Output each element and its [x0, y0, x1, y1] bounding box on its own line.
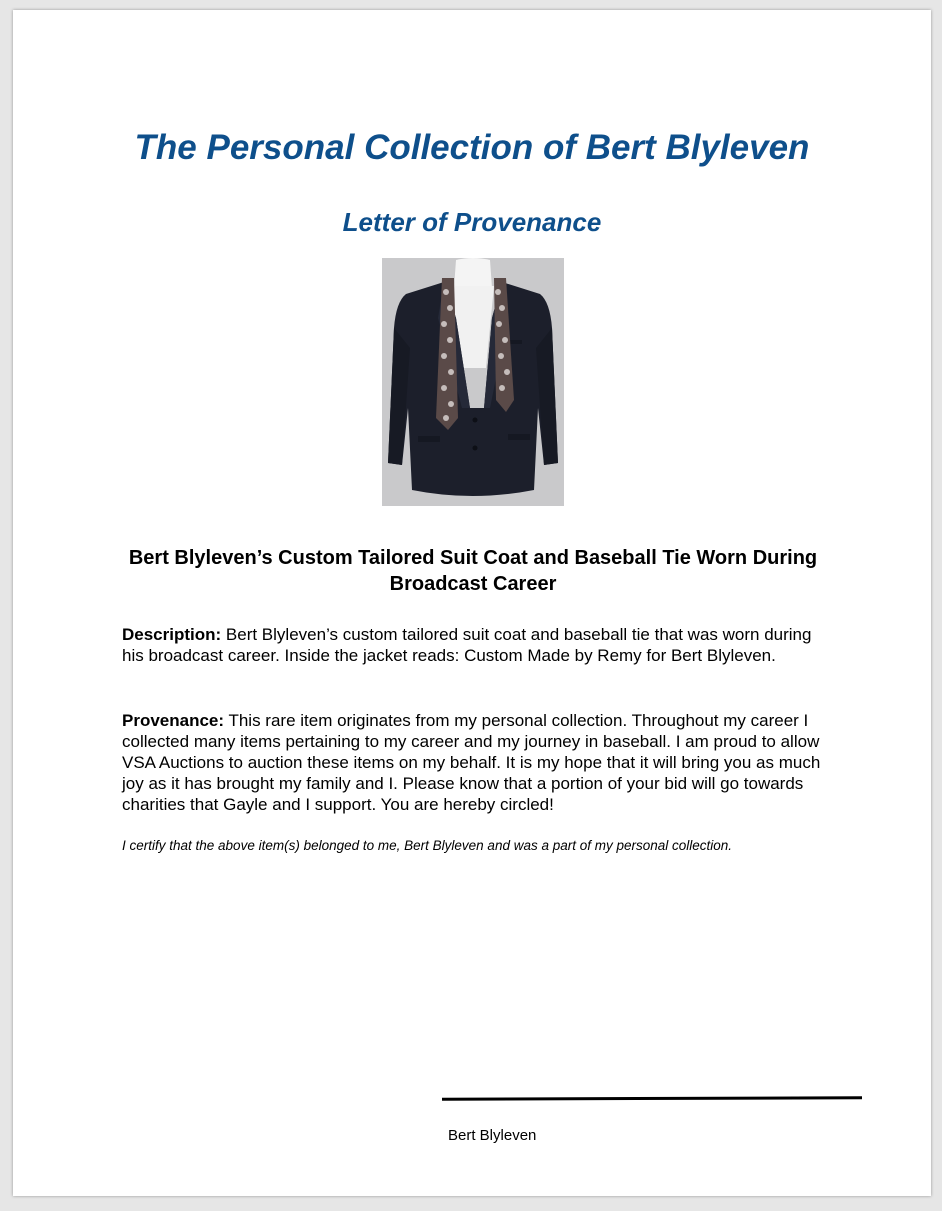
item-photo	[382, 258, 564, 506]
signature-name: Bert Blyleven	[448, 1127, 537, 1144]
provenance-text: This rare item originates from my personal collection. Throughout my career I collected many items pertaining to my career and my journey in baseball. I am proud to allow VSA Auctions to auction these items on my behalf. It is my hope that it will bring you as much joy as it has brought my family and I. Please know that a portion of your bid will go towards charities that Gayle and I support. You are hereby circled!	[122, 711, 821, 814]
suit-coat-illustration	[382, 258, 564, 506]
description-paragraph	[122, 624, 822, 666]
page-subtitle: Letter of Provenance	[342, 207, 602, 237]
certification-statement: I certify that the above item(s) belonged to me, Bert Blyleven and was a part of my personal collection.	[122, 838, 733, 853]
signature-line	[442, 1096, 862, 1100]
letter-page	[13, 10, 931, 1196]
description-text: Bert Blyleven’s custom tailored suit coat and baseball tie that was worn during his broadcast career. Inside the jacket reads: Custom Made by Remy for Bert Blyleven.	[122, 625, 812, 665]
provenance-label: Provenance:	[122, 711, 225, 730]
description-label: Description:	[122, 625, 222, 644]
provenance-paragraph	[122, 710, 822, 815]
page-title: The Personal Collection of Bert Blyleven	[134, 128, 810, 167]
item-title: Bert Blyleven’s Custom Tailored Suit Coat and Baseball Tie Worn During Broadcast Career	[128, 547, 818, 595]
